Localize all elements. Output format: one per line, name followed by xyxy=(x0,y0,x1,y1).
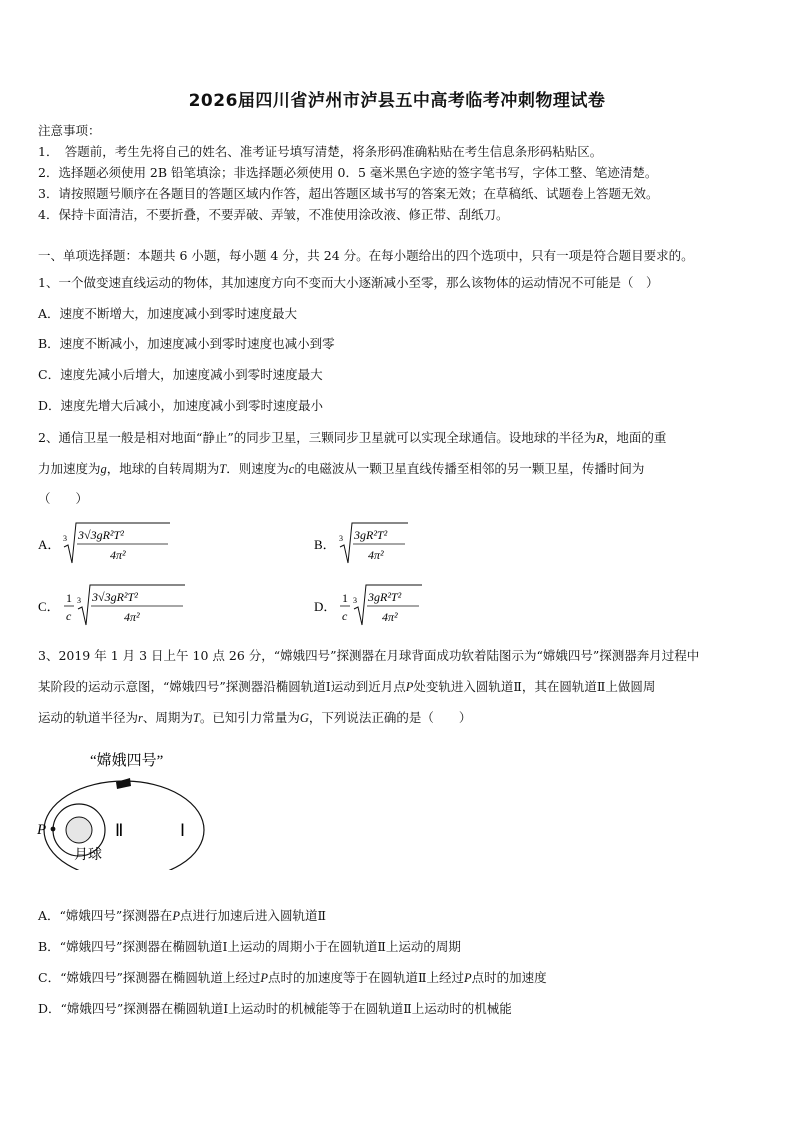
svg-text:3√3gR²T²: 3√3gR²T² xyxy=(78,528,124,542)
svg-text:1: 1 xyxy=(342,591,348,605)
q3-option-b: B．“嫦娥四号”探测器在椭圆轨道Ⅰ上运动的周期小于在圆轨道Ⅱ上运动的周期 xyxy=(38,939,461,954)
notice-item-2: 2．选择题必须使用 2B 铅笔填涂；非选择题必须使用 0．5 毫米黑色字迹的签字笔书写，字体工整、笔迹清楚。 xyxy=(38,165,658,180)
q3-option-c: C．“嫦娥四号”探测器在椭圆轨道上经过P点时的加速度等于在圆轨道Ⅱ上经过P点时的加速度 xyxy=(38,970,547,985)
q1-option-a: A．速度不断增大，加速度减小到零时速度最大 xyxy=(38,306,298,321)
svg-text:4π²: 4π² xyxy=(124,610,140,624)
section-heading: 一、单项选择题：本题共 6 小题，每小题 4 分，共 24 分。在每小题给出的四个选项中，只有一项是符合题目要求的。 xyxy=(38,248,694,263)
q2-options-formulas xyxy=(30,515,550,635)
svg-text:3: 3 xyxy=(63,534,67,543)
point-p-marker xyxy=(51,827,56,832)
svg-text:3: 3 xyxy=(353,596,357,605)
q1-stem: 1、一个做变速直线运动的物体，其加速度方向不变而大小逐渐减小至零，那么该物体的运动情况不可能是（ ） xyxy=(38,275,659,290)
q1-option-c: C．速度先减小后增大，加速度减小到零时速度最大 xyxy=(38,367,323,382)
q1-option-d: D．速度先增大后减小，加速度减小到零时速度最小 xyxy=(38,398,324,413)
svg-text:3gR²T²: 3gR²T² xyxy=(368,590,402,604)
notice-item-1: 1． 答题前，考生先将自己的姓名、准考证号填写清楚，将条形码准确粘贴在考生信息条形码粘贴区。 xyxy=(38,144,603,159)
q2-option-a xyxy=(38,523,170,563)
q3-option-a: A．“嫦娥四号”探测器在P点进行加速后进入圆轨道Ⅱ xyxy=(38,908,326,923)
moon xyxy=(66,817,92,843)
probe-label: “嫦娥四号” xyxy=(90,753,164,769)
orbit-diagram xyxy=(30,745,220,870)
point-p-label: P xyxy=(37,822,47,838)
svg-text:c: c xyxy=(66,609,72,623)
svg-text:4π²: 4π² xyxy=(368,548,384,562)
q2-option-d xyxy=(314,585,422,625)
q2-option-b xyxy=(314,523,408,563)
svg-text:3: 3 xyxy=(339,534,343,543)
svg-text:3√3gR²T²: 3√3gR²T² xyxy=(92,590,138,604)
orbit-2-label: Ⅱ xyxy=(115,821,124,840)
svg-text:4π²: 4π² xyxy=(382,610,398,624)
svg-text:3gR²T²: 3gR²T² xyxy=(354,528,388,542)
q3-stem-line1: 3、2019 年 1 月 3 日上午 10 点 26 分，“嫦娥四号”探测器在月球背面成功软着陆图示为“嫦娥四号”探测器奔月过程中 xyxy=(38,648,700,663)
q3-stem-line2: 某阶段的运动示意图，“嫦娥四号”探测器沿椭圆轨道Ⅰ运动到近月点P处变轨进入圆轨道Ⅱ，其在圆轨道Ⅱ上做圆周 xyxy=(38,679,656,694)
svg-text:c: c xyxy=(342,609,348,623)
svg-text:B．: B． xyxy=(314,537,336,552)
q2-stem-line1: 2、通信卫星一般是相对地面“静止”的同步卫星，三颗同步卫星就可以实现全球通信。设地球的半径为R，地面的重 xyxy=(38,430,667,445)
q2-option-c xyxy=(38,585,185,625)
notice-item-4: 4．保持卡面清洁，不要折叠，不要弄破、弄皱，不准使用涂改液、修正带、刮纸刀。 xyxy=(38,207,509,222)
svg-text:3: 3 xyxy=(77,596,81,605)
svg-text:A．: A． xyxy=(38,537,61,552)
probe-icon xyxy=(116,778,131,789)
svg-text:D．: D． xyxy=(314,599,337,614)
notice-item-3: 3．请按照题号顺序在各题目的答题区域内作答，超出答题区域书写的答案无效；在草稿纸、试题卷上答题无效。 xyxy=(38,186,659,201)
svg-text:1: 1 xyxy=(66,591,72,605)
q2-stem-line2: 力加速度为g，地球的自转周期为T．则速度为c的电磁波从一颗卫星直线传播至相邻的另一颗卫星，传播时间为 xyxy=(38,461,645,476)
q1-option-b: B．速度不断减小，加速度减小到零时速度也减小到零 xyxy=(38,336,335,351)
svg-text:4π²: 4π² xyxy=(110,548,126,562)
q2-stem-line3: （ ） xyxy=(38,491,89,506)
page-title: 2026届四川省泸州市泸县五中高考临考冲刺物理试卷 xyxy=(188,91,606,111)
moon-label: 月球 xyxy=(74,848,102,863)
q3-option-d: D．“嫦娥四号”探测器在椭圆轨道Ⅰ上运动时的机械能等于在圆轨道Ⅱ上运动时的机械能 xyxy=(38,1001,512,1016)
svg-text:C．: C． xyxy=(38,599,60,614)
notice-heading: 注意事项： xyxy=(38,123,101,138)
orbit-1-label: Ⅰ xyxy=(180,821,186,840)
q3-stem-line3: 运动的轨道半径为r、周期为T。已知引力常量为G，下列说法正确的是（ ） xyxy=(38,710,472,725)
